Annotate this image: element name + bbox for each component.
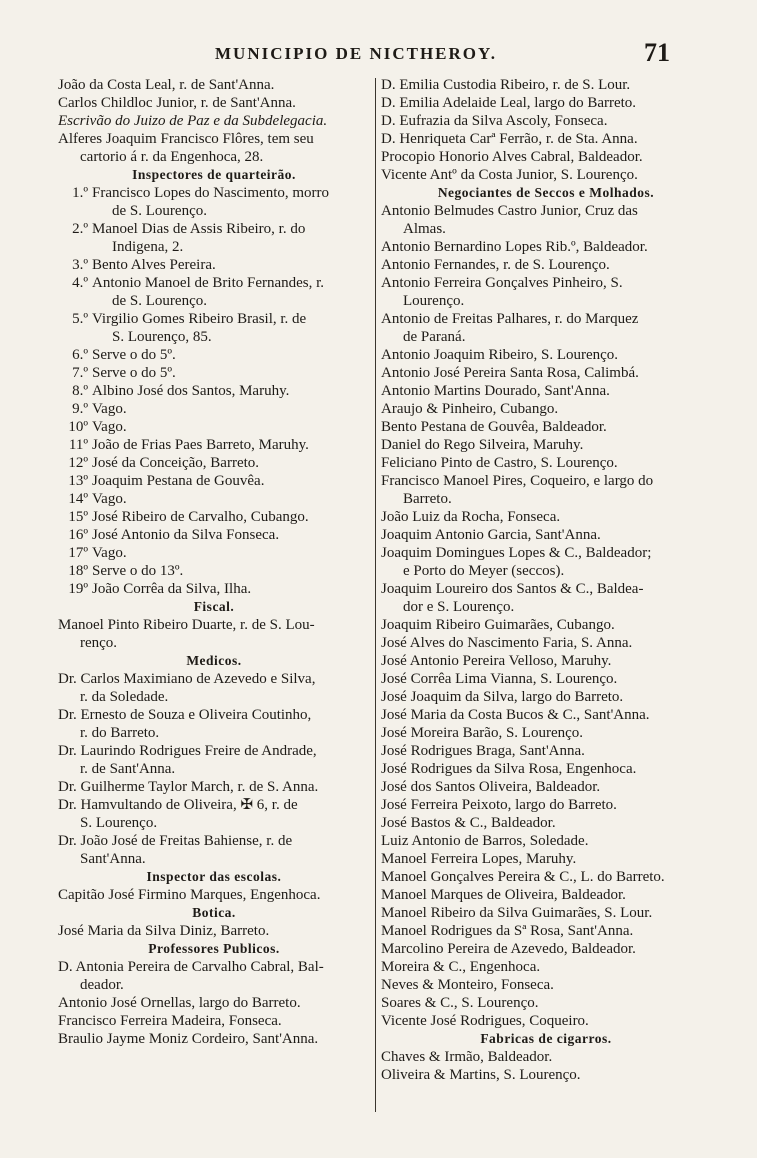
entry-continuation: S. Lourenço, 85. bbox=[112, 329, 212, 345]
entry-continuation: Barreto. bbox=[403, 491, 452, 507]
directory-entry: Moreira & C., Engenhoca. bbox=[381, 959, 541, 975]
entry-number: 19º bbox=[68, 581, 88, 597]
entry-continuation: deador. bbox=[80, 977, 124, 993]
numbered-entry bbox=[58, 310, 370, 328]
entry-number: 15º bbox=[68, 509, 88, 525]
directory-entry: D. Eufrazia da Silva Ascoly, Fonseca. bbox=[381, 113, 608, 129]
directory-entry: José Corrêa Lima Vianna, S. Lourenço. bbox=[381, 671, 618, 687]
numbered-entry bbox=[58, 274, 370, 292]
section-heading: Inspectores de quarteirão. bbox=[132, 167, 296, 182]
directory-entry: Manoel Marques de Oliveira, Baldeador. bbox=[381, 887, 626, 903]
directory-entry: Antonio Belmudes Castro Junior, Cruz das bbox=[381, 203, 638, 219]
section-heading: Medicos. bbox=[186, 653, 242, 668]
numbered-entry bbox=[58, 580, 370, 598]
directory-entry: Oliveira & Martins, S. Lourenço. bbox=[381, 1067, 581, 1083]
entry-text: Vago. bbox=[92, 419, 127, 435]
directory-entry: Dr. Carlos Maximiano de Azevedo e Silva, bbox=[58, 671, 316, 687]
section-heading: Professores Publicos. bbox=[148, 941, 280, 956]
numbered-entry bbox=[58, 508, 370, 526]
directory-entry: Manoel Ferreira Lopes, Maruhy. bbox=[381, 851, 577, 867]
directory-entry: Joaquim Loureiro dos Santos & C., Baldea- bbox=[381, 581, 644, 597]
numbered-entry bbox=[58, 436, 370, 454]
numbered-entry bbox=[58, 472, 370, 490]
section-heading: Fabricas de cigarros. bbox=[480, 1031, 612, 1046]
entry-text: José Ribeiro de Carvalho, Cubango. bbox=[92, 509, 309, 525]
numbered-entry bbox=[58, 544, 370, 562]
directory-entry: José Alves do Nascimento Faria, S. Anna. bbox=[381, 635, 633, 651]
entry-continuation: de S. Lourenço. bbox=[112, 293, 207, 309]
numbered-entry bbox=[58, 526, 370, 544]
running-title: MUNICIPIO DE NICTHEROY. bbox=[215, 44, 497, 63]
entry-text: José da Conceição, Barreto. bbox=[92, 455, 260, 471]
directory-entry: Soares & C., S. Lourenço. bbox=[381, 995, 539, 1011]
directory-entry: Braulio Jayme Moniz Cordeiro, Sant'Anna. bbox=[58, 1031, 319, 1047]
directory-entry: Francisco Ferreira Madeira, Fonseca. bbox=[58, 1013, 282, 1029]
entry-continuation: de Paraná. bbox=[403, 329, 466, 345]
entry-text: Joaquim Pestana de Gouvêa. bbox=[92, 473, 265, 489]
directory-entry: Dr. Hamvultando de Oliveira, ✠ 6, r. de bbox=[58, 797, 298, 813]
directory-entry: Antonio Ferreira Gonçalves Pinheiro, S. bbox=[381, 275, 623, 291]
directory-entry: Antonio de Freitas Palhares, r. do Marquez bbox=[381, 311, 639, 327]
page-number: 71 bbox=[644, 38, 670, 67]
directory-entry: José Rodrigues Braga, Sant'Anna. bbox=[381, 743, 585, 759]
directory-entry: Araujo & Pinheiro, Cubango. bbox=[381, 401, 559, 417]
right-column bbox=[381, 76, 711, 1084]
directory-entry: João da Costa Leal, r. de Sant'Anna. bbox=[58, 77, 275, 93]
entry-number: 1.º bbox=[72, 185, 88, 201]
directory-entry: José Moreira Barão, S. Lourenço. bbox=[381, 725, 584, 741]
entry-number: 8.º bbox=[72, 383, 88, 399]
directory-entry: Antonio Fernandes, r. de S. Lourenço. bbox=[381, 257, 610, 273]
entry-text: Manoel Dias de Assis Ribeiro, r. do bbox=[92, 221, 306, 237]
entry-continuation: Lourenço. bbox=[403, 293, 465, 309]
entry-number: 5.º bbox=[72, 311, 88, 327]
entry-number: 18º bbox=[68, 563, 88, 579]
numbered-entry bbox=[58, 454, 370, 472]
entry-text: Vago. bbox=[92, 545, 127, 561]
entry-continuation: cartorio á r. da Engenhoca, 28. bbox=[80, 149, 264, 165]
section-heading: Negociantes de Seccos e Molhados. bbox=[437, 185, 655, 200]
directory-entry: Marcolino Pereira de Azevedo, Baldeador. bbox=[381, 941, 636, 957]
entry-continuation: de S. Lourenço. bbox=[112, 203, 207, 219]
directory-entry: Manoel Gonçalves Pereira & C., L. do Barreto. bbox=[381, 869, 665, 885]
directory-entry: D. Henriqueta Carª Ferrão, r. de Sta. Anna. bbox=[381, 131, 638, 147]
directory-entry: José Ferreira Peixoto, largo do Barreto. bbox=[381, 797, 617, 813]
section-subheading: Escrivão do Juizo de Paz e da Subdelegacia. bbox=[58, 113, 328, 129]
numbered-entry bbox=[58, 562, 370, 580]
numbered-entry bbox=[58, 418, 370, 436]
directory-entry: Joaquim Domingues Lopes & C., Baldeador; bbox=[381, 545, 652, 561]
directory-entry: Chaves & Irmão, Baldeador. bbox=[381, 1049, 553, 1065]
entry-continuation: S. Lourenço. bbox=[80, 815, 158, 831]
directory-entry: José dos Santos Oliveira, Baldeador. bbox=[381, 779, 601, 795]
entry-continuation: Almas. bbox=[403, 221, 446, 237]
directory-entry: Feliciano Pinto de Castro, S. Lourenço. bbox=[381, 455, 618, 471]
directory-entry: João Luiz da Rocha, Fonseca. bbox=[381, 509, 561, 525]
entry-number: 16º bbox=[68, 527, 88, 543]
numbered-entry bbox=[58, 184, 370, 202]
numbered-entry bbox=[58, 256, 370, 274]
entry-text: Vago. bbox=[92, 401, 127, 417]
entry-text: Virgilio Gomes Ribeiro Brasil, r. de bbox=[92, 311, 307, 327]
directory-entry: Antonio Joaquim Ribeiro, S. Lourenço. bbox=[381, 347, 619, 363]
entry-number: 13º bbox=[68, 473, 88, 489]
entry-text: José Antonio da Silva Fonseca. bbox=[92, 527, 280, 543]
entry-continuation: dor e S. Lourenço. bbox=[403, 599, 515, 615]
directory-entry: Antonio Bernardino Lopes Rib.º, Baldeador. bbox=[381, 239, 648, 255]
numbered-entry bbox=[58, 346, 370, 364]
entry-text: Serve o do 13º. bbox=[92, 563, 184, 579]
directory-entry: José Rodrigues da Silva Rosa, Engenhoca. bbox=[381, 761, 637, 777]
numbered-entry bbox=[58, 400, 370, 418]
entry-text: Bento Alves Pereira. bbox=[92, 257, 216, 273]
entry-number: 10º bbox=[68, 419, 88, 435]
directory-entry: Neves & Monteiro, Fonseca. bbox=[381, 977, 554, 993]
entry-number: 6.º bbox=[72, 347, 88, 363]
entry-text: João de Frias Paes Barreto, Maruhy. bbox=[92, 437, 309, 453]
directory-entry: Dr. João José de Freitas Bahiense, r. de bbox=[58, 833, 293, 849]
entry-text: Vago. bbox=[92, 491, 127, 507]
directory-entry: Capitão José Firmino Marques, Engenhoca. bbox=[58, 887, 321, 903]
entry-continuation: r. de Sant'Anna. bbox=[80, 761, 176, 777]
section-heading: Botica. bbox=[192, 905, 236, 920]
directory-entry: Procopio Honorio Alves Cabral, Baldeador. bbox=[381, 149, 643, 165]
entry-number: 11º bbox=[68, 437, 88, 453]
entry-continuation: r. da Soledade. bbox=[80, 689, 169, 705]
left-column bbox=[58, 76, 370, 1048]
directory-entry: Dr. Laurindo Rodrigues Freire de Andrade, bbox=[58, 743, 317, 759]
directory-entry: Dr. Guilherme Taylor March, r. de S. Anna. bbox=[58, 779, 319, 795]
directory-entry: Antonio José Ornellas, largo do Barreto. bbox=[58, 995, 301, 1011]
directory-entry: Manoel Ribeiro da Silva Guimarães, S. Lour. bbox=[381, 905, 653, 921]
directory-entry: Antonio José Pereira Santa Rosa, Calimbá. bbox=[381, 365, 639, 381]
entry-number: 3.º bbox=[72, 257, 88, 273]
directory-entry: D. Emilia Custodia Ribeiro, r. de S. Lour. bbox=[381, 77, 631, 93]
directory-entry: D. Emilia Adelaide Leal, largo do Barreto. bbox=[381, 95, 637, 111]
page-header bbox=[0, 38, 757, 72]
entry-text: Serve o do 5º. bbox=[92, 365, 176, 381]
entry-number: 2.º bbox=[72, 221, 88, 237]
column-divider bbox=[375, 78, 376, 1112]
directory-entry: Manoel Pinto Ribeiro Duarte, r. de S. Lou- bbox=[58, 617, 315, 633]
directory-entry: José Joaquim da Silva, largo do Barreto. bbox=[381, 689, 624, 705]
entry-continuation: r. do Barreto. bbox=[80, 725, 160, 741]
directory-entry: Alferes Joaquim Francisco Flôres, tem seu bbox=[58, 131, 314, 147]
directory-entry: José Maria da Silva Diniz, Barreto. bbox=[58, 923, 270, 939]
entry-number: 12º bbox=[68, 455, 88, 471]
directory-entry: Francisco Manoel Pires, Coqueiro, e largo do bbox=[381, 473, 654, 489]
entry-number: 7.º bbox=[72, 365, 88, 381]
directory-entry: José Maria da Costa Bucos & C., Sant'Anna. bbox=[381, 707, 650, 723]
section-heading: Inspector das escolas. bbox=[146, 869, 282, 884]
directory-entry: José Antonio Pereira Velloso, Maruhy. bbox=[381, 653, 612, 669]
entry-continuation: renço. bbox=[80, 635, 118, 651]
entry-number: 9.º bbox=[72, 401, 88, 417]
directory-entry: Luiz Antonio de Barros, Soledade. bbox=[381, 833, 589, 849]
entry-text: Serve o do 5º. bbox=[92, 347, 176, 363]
entry-continuation: e Porto do Meyer (seccos). bbox=[403, 563, 565, 579]
directory-entry: Joaquim Antonio Garcia, Sant'Anna. bbox=[381, 527, 601, 543]
directory-entry: José Bastos & C., Baldeador. bbox=[381, 815, 556, 831]
directory-entry: Joaquim Ribeiro Guimarães, Cubango. bbox=[381, 617, 615, 633]
directory-entry: Vicente José Rodrigues, Coqueiro. bbox=[381, 1013, 589, 1029]
entry-text: Francisco Lopes do Nascimento, morro bbox=[92, 185, 330, 201]
section-heading: Fiscal. bbox=[193, 599, 235, 614]
numbered-entry bbox=[58, 490, 370, 508]
entry-continuation: Sant'Anna. bbox=[80, 851, 146, 867]
entry-text: Antonio Manoel de Brito Fernandes, r. bbox=[92, 275, 325, 291]
entry-number: 4.º bbox=[72, 275, 88, 291]
entry-text: Albino José dos Santos, Maruhy. bbox=[92, 383, 290, 399]
directory-entry: Vicente Antº da Costa Junior, S. Lourenço. bbox=[381, 167, 638, 183]
entry-number: 17º bbox=[68, 545, 88, 561]
numbered-entry bbox=[58, 364, 370, 382]
numbered-entry bbox=[58, 220, 370, 238]
numbered-entry bbox=[58, 382, 370, 400]
directory-entry: Carlos Childloc Junior, r. de Sant'Anna. bbox=[58, 95, 296, 111]
directory-entry: Antonio Martins Dourado, Sant'Anna. bbox=[381, 383, 610, 399]
entry-text: João Corrêa da Silva, Ilha. bbox=[92, 581, 252, 597]
directory-entry: D. Antonia Pereira de Carvalho Cabral, Bal- bbox=[58, 959, 324, 975]
directory-entry: Manoel Rodrigues da Sª Rosa, Sant'Anna. bbox=[381, 923, 634, 939]
entry-number: 14º bbox=[68, 491, 88, 507]
entry-continuation: Indigena, 2. bbox=[112, 239, 184, 255]
directory-entry: Dr. Ernesto de Souza e Oliveira Coutinho, bbox=[58, 707, 312, 723]
directory-entry: Daniel do Rego Silveira, Maruhy. bbox=[381, 437, 584, 453]
directory-entry: Bento Pestana de Gouvêa, Baldeador. bbox=[381, 419, 607, 435]
